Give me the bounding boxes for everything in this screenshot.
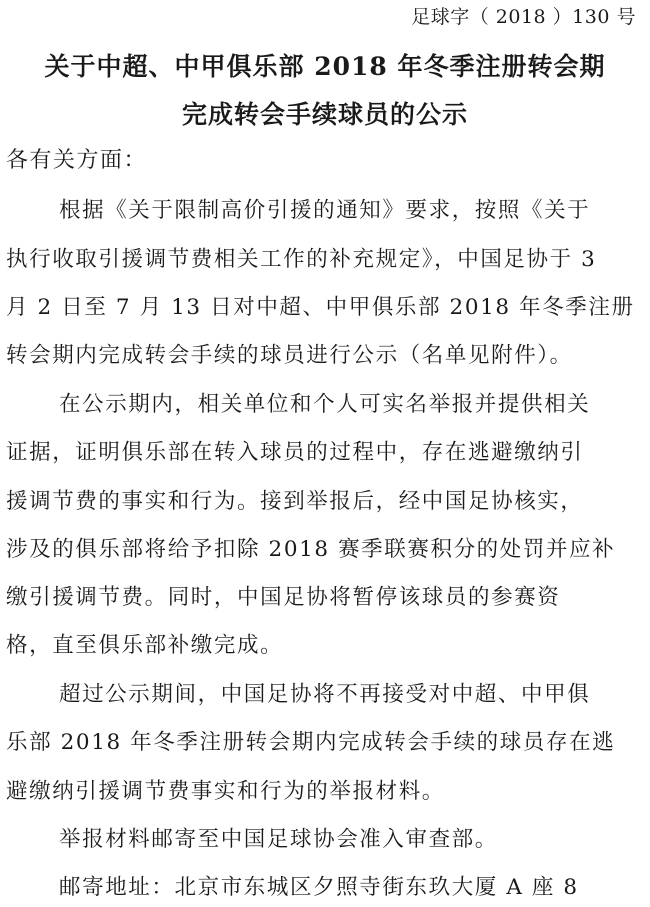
salutation: 各有关方面： [6,148,148,173]
document-title-line-2: 完成转会手续球员的公示 [181,100,468,129]
paragraph-2-line-6: 格，直至俱乐部补缴完成。 [6,633,284,658]
paragraph-1-line-4: 转会期内完成转会手续的球员进行公示（名单见附件）。 [6,343,573,368]
mailing-address-line: 邮寄地址：北京市东城区夕照寺街东玖大厦 A 座 8 [59,875,579,900]
paragraph-3-line-3: 避缴纳引援调节费事实和行为的举报材料。 [6,779,445,804]
paragraph-2-line-1: 在公示期内，相关单位和个人可实名举报并提供相关 [59,392,591,417]
document-title-line-1: 关于中超、中甲俱乐部 2018 年冬季注册转会期 [44,52,606,81]
paragraph-3-line-2: 乐部 2018 年冬季注册转会期内完成转会手续的球员存在逃 [6,730,616,755]
paragraph-3-line-1: 超过公示期间，中国足协将不再接受对中超、中甲俱 [59,682,591,707]
paragraph-2-line-4: 涉及的俱乐部将给予扣除 2018 赛季联赛积分的处罚并应补 [6,537,616,562]
paragraph-2-line-3: 援调节费的事实和行为。接到举报后，经中国足协核实， [6,489,584,514]
paragraph-2-line-5: 缴引援调节费。同时，中国足协将暂停该球员的参赛资 [6,585,561,610]
paragraph-4-line-1: 举报材料邮寄至中国足球协会准入审查部。 [59,827,498,852]
document-number: 足球字（ 2018 ）130 号 [411,6,636,28]
paragraph-1-line-2: 执行收取引援调节费相关工作的补充规定》，中国足协于 3 [6,247,597,272]
paragraph-2-line-2: 证据，证明俱乐部在转入球员的过程中，存在逃避缴纳引 [6,440,584,465]
paragraph-1-line-3: 月 2 日至 7 月 13 日对中超、中甲俱乐部 2018 年冬季注册 [6,295,635,320]
paragraph-1-line-1: 根据《关于限制高价引援的通知》要求，按照《关于 [59,198,591,223]
